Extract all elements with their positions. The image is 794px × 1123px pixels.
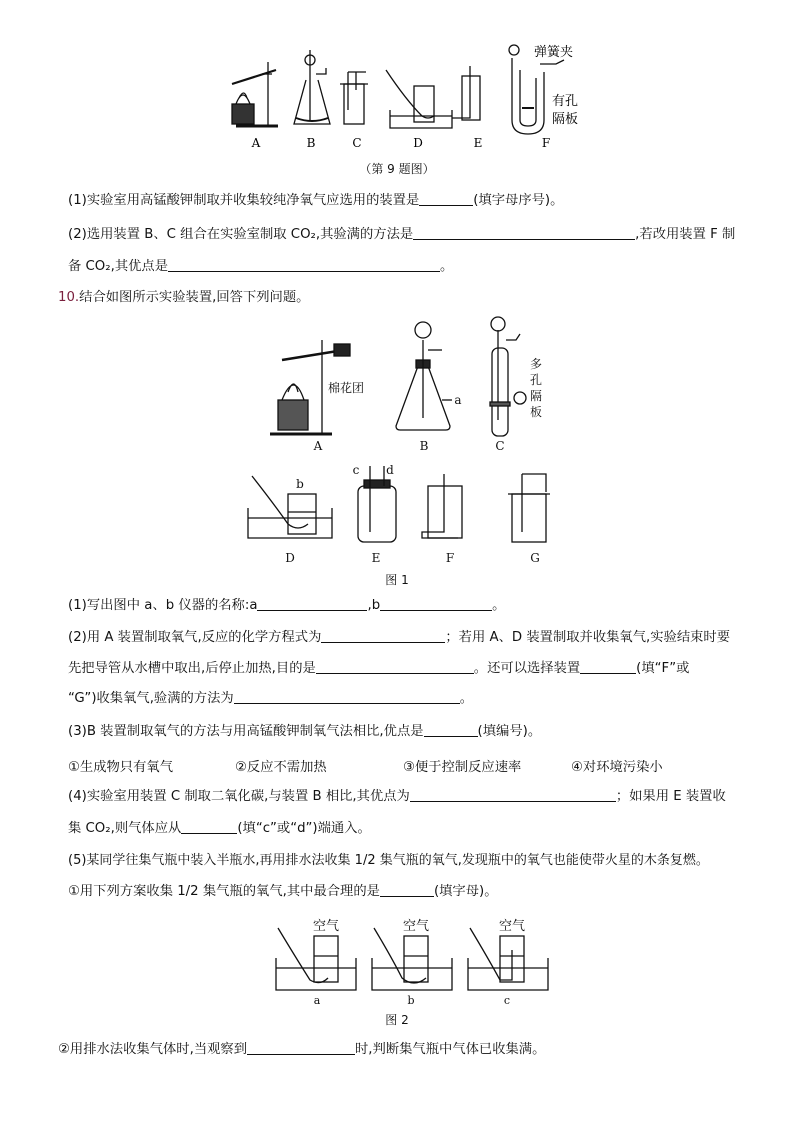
air-label-b: 空气 bbox=[402, 919, 430, 934]
q10-p3-tail: (填编号)。 bbox=[477, 724, 542, 739]
air-label-c: 空气 bbox=[498, 919, 526, 934]
instrument-a-label: a bbox=[454, 393, 462, 407]
q10-p5-1-text: ①用下列方案收集 1/2 集气瓶的氧气,其中最合理的是 bbox=[68, 884, 380, 899]
fig9-caption: （第 9 题图） bbox=[359, 162, 435, 176]
q10-p4-end: (填“c”或“d”)端通入。 bbox=[237, 821, 371, 836]
answer-blank[interactable] bbox=[380, 882, 434, 897]
figure-1 bbox=[0, 310, 794, 590]
q10-p2-text3: “G”)收集氧气,验满的方法为 bbox=[68, 691, 234, 706]
q10-part4-line2 bbox=[68, 819, 371, 839]
answer-blank[interactable] bbox=[580, 659, 636, 674]
fig9-label-b: B bbox=[306, 136, 316, 150]
q9-p2-text2: 备 CO₂,其优点是 bbox=[68, 259, 169, 274]
option-1: ①生成物只有氧气 bbox=[68, 760, 173, 775]
q10-p5-2-text: ②用排水法收集气体时,当观察到 bbox=[58, 1042, 248, 1057]
fig1-label-f: F bbox=[445, 551, 455, 565]
answer-blank-b[interactable] bbox=[380, 596, 492, 611]
fig1-label-b: B bbox=[419, 439, 429, 453]
fig9-label-f: F bbox=[541, 136, 551, 150]
fig1-label-a: A bbox=[313, 439, 323, 453]
q10-p2-text: (2)用 A 装置制取氧气,反应的化学方程式为 bbox=[68, 630, 322, 645]
answer-blank[interactable] bbox=[413, 225, 635, 240]
answer-blank[interactable] bbox=[168, 257, 440, 272]
spring-clip-label: 弹簧夹 bbox=[534, 45, 574, 60]
q10-part5-2 bbox=[58, 1040, 545, 1060]
perforated-label-2: 隔板 bbox=[552, 112, 579, 127]
q9-p2-end: 。 bbox=[440, 259, 454, 274]
port-c-label: c bbox=[352, 463, 360, 477]
q9-part2 bbox=[68, 225, 735, 245]
cotton-label: 棉花团 bbox=[328, 381, 365, 395]
answer-blank[interactable] bbox=[321, 628, 445, 643]
q10-stem bbox=[58, 288, 309, 308]
q10-number: 10. bbox=[58, 290, 80, 305]
q10-p2-mid: 。还可以选择装置 bbox=[473, 661, 581, 676]
q10-p5-1-tail: (填字母)。 bbox=[433, 884, 498, 899]
q10-p2-end: 。 bbox=[459, 691, 473, 706]
answer-blank[interactable] bbox=[181, 819, 237, 834]
q10-part4 bbox=[68, 787, 726, 807]
q9-p1-tail: (填字母序号)。 bbox=[473, 193, 564, 208]
multi-hole-label-3: 隔 bbox=[530, 389, 543, 403]
answer-blank[interactable] bbox=[410, 787, 616, 802]
fig1-label-c: C bbox=[495, 439, 505, 453]
perforated-label-1: 有孔 bbox=[552, 94, 579, 109]
fig9-label-d: D bbox=[413, 136, 423, 150]
fig9-label-e: E bbox=[473, 136, 483, 150]
q10-part1 bbox=[68, 596, 505, 616]
fig1-label-d: D bbox=[285, 551, 295, 565]
fig9-label-c: C bbox=[352, 136, 362, 150]
fig9-label-a: A bbox=[251, 136, 261, 150]
q10-part5 bbox=[68, 851, 709, 871]
answer-blank[interactable] bbox=[424, 722, 478, 737]
fig2-label-b: b bbox=[407, 994, 415, 1007]
option-2: ②反应不需加热 bbox=[235, 760, 327, 775]
port-d-label: d bbox=[386, 463, 394, 477]
multi-hole-label-1: 多 bbox=[530, 357, 543, 371]
q10-p1-mid: ,b bbox=[367, 598, 381, 613]
option-3: ③便于控制反应速率 bbox=[403, 760, 522, 775]
q9-p2-text: (2)选用装置 B、C 组合在实验室制取 CO₂,其验满的方法是 bbox=[68, 227, 414, 242]
multi-hole-label-2: 孔 bbox=[530, 373, 543, 387]
q10-part2-line2 bbox=[68, 659, 689, 679]
instrument-b-label: b bbox=[296, 477, 304, 491]
fig2-caption: 图 2 bbox=[385, 1013, 409, 1027]
multi-hole-label-4: 板 bbox=[530, 405, 543, 419]
q9-p1-text: (1)实验室用高锰酸钾制取并收集较纯净氧气应选用的装置是 bbox=[68, 193, 420, 208]
answer-blank[interactable] bbox=[247, 1040, 355, 1055]
q10-p2-tail: ；若用 A、D 装置制取并收集氧气,实验结束时要 bbox=[445, 630, 731, 645]
q9-part1 bbox=[68, 191, 563, 211]
answer-blank[interactable] bbox=[234, 689, 460, 704]
fig1-label-e: E bbox=[371, 551, 381, 565]
q10-p2-tail2: (填“F”或 bbox=[636, 661, 690, 676]
answer-blank[interactable] bbox=[419, 191, 473, 206]
q10-p3-text: (3)B 装置制取氧气的方法与用高锰酸钾制氧气法相比,优点是 bbox=[68, 724, 424, 739]
fig2-label-c: c bbox=[503, 994, 511, 1007]
q10-p4-text2: 集 CO₂,则气体应从 bbox=[68, 821, 182, 836]
q9-p2-tail: ,若改用装置 F 制 bbox=[635, 227, 736, 242]
q10-p2-text2: 先把导管从水槽中取出,后停止加热,目的是 bbox=[68, 661, 316, 676]
q10-p1-text: (1)写出图中 a、b 仪器的名称:a bbox=[68, 598, 258, 613]
q10-p4-text: (4)实验室用装置 C 制取二氧化碳,与装置 B 相比,其优点为 bbox=[68, 789, 410, 804]
q10-p5-text: (5)某同学往集气瓶中装入半瓶水,再用排水法收集 1/2 集气瓶的氧气,发现瓶中的氧气也能使带火星的木条复燃。 bbox=[68, 853, 709, 868]
answer-blank[interactable] bbox=[316, 659, 474, 674]
q10-part3 bbox=[68, 722, 541, 742]
fig1-caption: 图 1 bbox=[385, 573, 409, 587]
fig1-label-g: G bbox=[530, 551, 540, 565]
q10-p5-2-tail: 时,判断集气瓶中气体已收集满。 bbox=[355, 1042, 546, 1057]
q10-part5-1 bbox=[68, 882, 498, 902]
figure-9 bbox=[0, 0, 794, 160]
q10-stem-text: 结合如图所示实验装置,回答下列问题。 bbox=[79, 290, 310, 305]
q10-part2-line3 bbox=[68, 689, 473, 709]
q9-part2-cont bbox=[68, 257, 453, 277]
fig2-label-a: a bbox=[313, 994, 321, 1007]
answer-blank-a[interactable] bbox=[257, 596, 367, 611]
air-label-a: 空气 bbox=[312, 919, 340, 934]
q10-part2 bbox=[68, 628, 730, 648]
q10-p1-end: 。 bbox=[492, 598, 506, 613]
q10-p4-tail: ；如果用 E 装置收 bbox=[615, 789, 726, 804]
option-4: ④对环境污染小 bbox=[571, 760, 663, 775]
